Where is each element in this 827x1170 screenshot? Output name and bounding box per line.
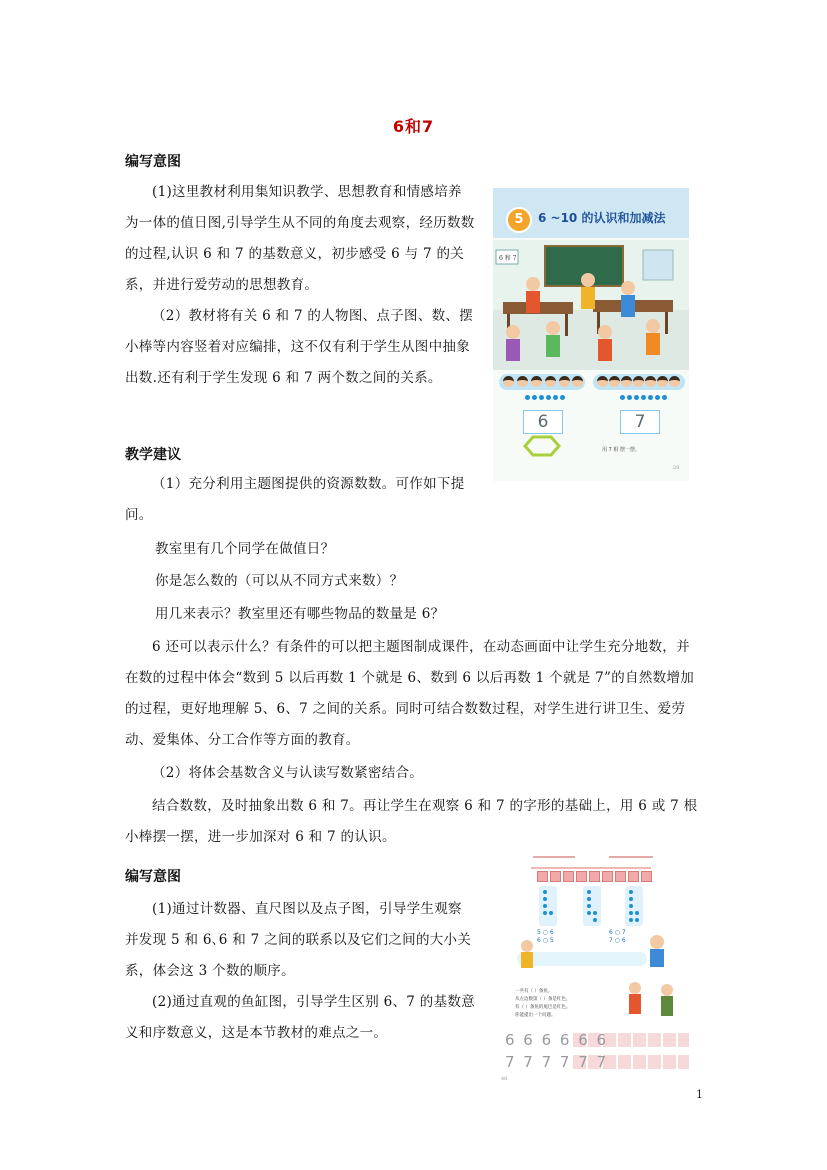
unit-number-badge: 5 <box>506 207 532 233</box>
dot-card-5 <box>539 886 557 926</box>
paragraph: (1)通过计数器、直尺图以及点子图，引导学生观察并发现 5 和 6､6 和 7 之间的联系以及它们之间的大小关系，体会这 3 个数的顺序。 <box>125 901 472 979</box>
paragraph: (1)这里教材利用集知识教学、思想教育和情感培养为一体的值日图,引导学生从不同的角度去观察，经历数数的过程,认识 6 和 7 的基数意义，初步感受 6 与 7 的关系，并进行爱劳动的思想教育。 <box>125 184 475 293</box>
writing-row-6: 6 6 6 6 6 6 <box>505 1031 609 1049</box>
textbook-figure-counting <box>497 848 691 1090</box>
hexagon-sticks <box>523 435 561 457</box>
paragraph: 结合数数，及时抽象出数 6 和 7。再让学生在观察 6 和 7 的字形的基础上，用 6 或 7 根小棒摆一摆，进一步加深对 6 和 7 的认识。 <box>125 798 698 845</box>
question-line: 教室里有几个同学在做值日？ <box>155 541 335 557</box>
paragraph-text: （1）充分利用主题图提供的资源数数。可作如下提问。 <box>125 476 465 523</box>
figure-page-number: 46 <box>501 1076 508 1082</box>
unit-banner <box>493 188 689 238</box>
writing-row-7: 7 7 7 7 7 7 <box>505 1053 609 1071</box>
figure-page-number: 29 <box>673 465 680 471</box>
compare-6-5: 6 ○ 5 <box>537 937 554 944</box>
paragraph: （2）教材将有关 6 和 7 的人物图、点子图、数、摆小棒等内容竖着对应编排，这不仅有利于学生从图中抽象出数.还有利于学生发现 6 和 7 两个数之间的关系。 <box>125 308 474 386</box>
number-card-6: 6 <box>523 410 563 434</box>
faces-strip-7 <box>593 374 685 390</box>
page-title: 6和7 <box>392 117 435 136</box>
counter-rod-left <box>533 856 575 858</box>
board-label: 6 和 7 <box>499 255 517 262</box>
paragraph <box>125 469 475 531</box>
figure-caption: 用 7 根 摆一摆。 <box>602 447 640 453</box>
number-card-7: 7 <box>620 410 660 434</box>
section-1-body <box>125 177 475 394</box>
question-line: 你是怎么数的（可以从不同方式来数）？ <box>155 573 404 589</box>
question-line: 用几来表示？教室里还有哪些物品的数量是 6？ <box>155 606 445 622</box>
paragraph: 6 还可以表示什么？有条件的可以把主题图制成课件，在动态画面中让学生充分地数，并在数的过程中体会“数到 5 以后再数 1 个就是 6、数到 6 以后再数 1 个就是 7”的自然数增加的过程，更好地理解 5、6、7 之间的关系。同时可结合数数过程，对学生进行讲卫生、爱劳动、爱集体、分工合作等方面的教育。 <box>125 639 695 748</box>
textbook-figure-classroom <box>493 188 689 481</box>
section-2-body <box>125 632 703 853</box>
compare-7-6: 7 ○ 6 <box>609 937 626 944</box>
section-heading-intent-1: 编写意图 <box>125 154 181 170</box>
compare-5-6: 5 ○ 6 <box>537 929 554 936</box>
story-text: 一共有（ ）条鱼。 从左边数第（ ）条是红色， 有（ ）条鱼的尾巴是红色。 你能提出一个问题。 <box>515 989 571 1018</box>
dot-card-7 <box>625 886 643 926</box>
section-heading-intent-2: 编写意图 <box>125 869 181 885</box>
compare-6-7: 6 ○ 7 <box>609 929 626 936</box>
section-3-body <box>125 894 475 1049</box>
page-number: 1 <box>696 1088 703 1101</box>
unit-title: 6 ~10 的认识和加减法 <box>538 211 666 225</box>
dot-card-6 <box>583 886 601 926</box>
paragraph: (2)通过直观的鱼缸图，引导学生区别 6、7 的基数意义和序数意义，这是本节教材的难点之一。 <box>125 994 475 1041</box>
ruler-bar <box>531 867 651 869</box>
faces-strip-6 <box>499 374 585 390</box>
section-heading-suggestions: 教学建议 <box>125 447 181 463</box>
counter-rod-right <box>609 856 653 858</box>
paragraph: （2）将体会基数含义与认读写数紧密结合。 <box>152 765 424 781</box>
classroom-illustration <box>493 240 689 370</box>
